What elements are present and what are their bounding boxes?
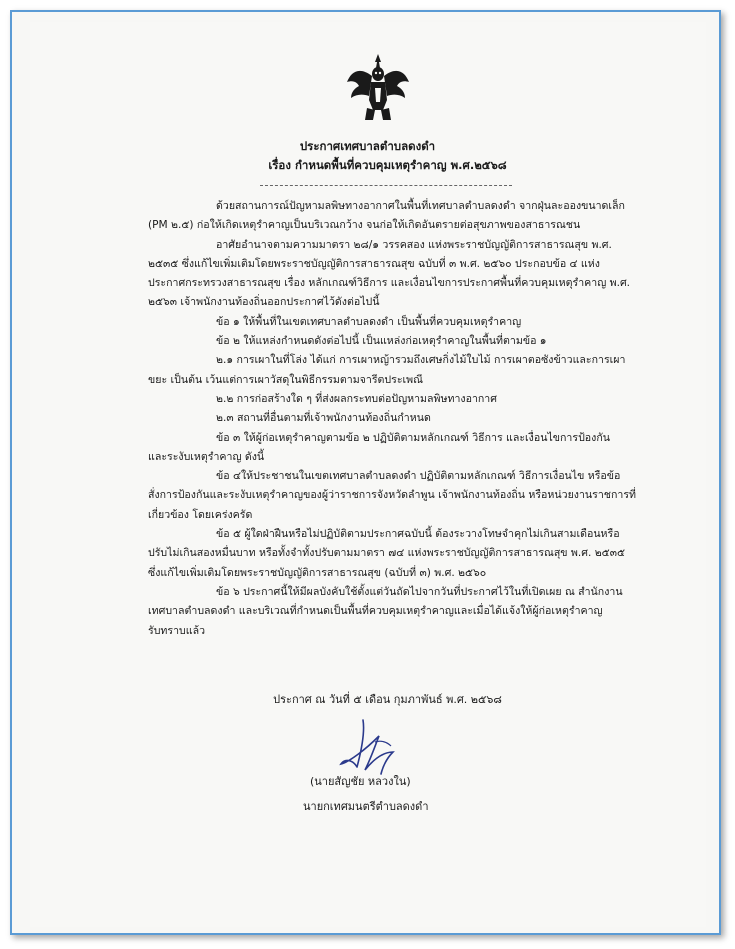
body-line: ด้วยสถานการณ์ปัญหามลพิษทางอากาศในพื้นที่เทศบาลตำบลดงดำ จากฝุ่นละอองขนาดเล็ก xyxy=(216,200,625,212)
body-line: เกี่ยวข้อง โดยเคร่งครัด xyxy=(148,508,253,521)
announcement-title: ประกาศเทศบาลตำบลดงดำ xyxy=(299,139,436,153)
garuda-emblem xyxy=(345,52,411,122)
signer-name: (นายสัญชัย หลวงใน) xyxy=(310,775,411,788)
announcement-body xyxy=(148,197,642,641)
body-line: ๒๕๖๓ เจ้าพนักงานท้องถิ่นออกประกาศไว้ดังต่อไปนี้ xyxy=(148,296,380,309)
body-line: ๒.๓ สถานที่อื่นตามที่เจ้าพนักงานท้องถิ่นกำหนด xyxy=(216,412,431,425)
announcement-subject: เรื่อง กำหนดพื้นที่ควบคุมเหตุรำคาญ พ.ศ.๒๕๖๘ xyxy=(268,158,507,172)
body-line: และระงับเหตุรำคาญ ดังนี้ xyxy=(148,450,265,463)
body-line: ๒.๑ การเผาในที่โล่ง ได้แก่ การเผาหญ้ารวมถึงเศษกิ่งไม้ใบไม้ การเผาตอซังข้าวและการเผา xyxy=(216,354,626,367)
body-line: อาศัยอำนาจตามความมาตรา ๒๘/๑ วรรคสอง แห่งพระราชบัญญัติการสาธารณสุข พ.ศ. xyxy=(216,238,612,251)
body-line: รับทราบแล้ว xyxy=(148,624,206,637)
body-line: ปรับไม่เกินสองหมื่นบาท หรือทั้งจำทั้งปรับตามมาตรา ๗๔ แห่งพระราชบัญญัติการสาธารณสุข พ.ศ. ๒๕๓๕ xyxy=(148,547,625,560)
body-line: (PM ๒.๕) ก่อให้เกิดเหตุรำคาญเป็นบริเวณกว้าง จนก่อให้เกิดอันตรายต่อสุขภาพของสาธารณชน xyxy=(148,219,581,232)
body-line: ขยะ เป็นต้น เว้นแต่การเผาวัสดุในพิธีกรรมตามจารีตประเพณี xyxy=(148,373,423,386)
body-line: ข้อ ๒ ให้แหล่งกำหนดดังต่อไปนี้ เป็นแหล่งก่อเหตุรำคาญในพื้นที่ตามข้อ ๑ xyxy=(216,335,547,348)
body-line: ข้อ ๖ ประกาศนี้ให้มีผลบังคับใช้ตั้งแต่วันถัดไปจากวันที่ประกาศไว้ในที่เปิดเผย ณ สำนักงาน xyxy=(216,585,623,598)
announcement-date: ประกาศ ณ วันที่ ๕ เดือน กุมภาพันธ์ พ.ศ. ๒๕๖๘ xyxy=(273,693,502,706)
body-line: ซึ่งแก้ไขเพิ่มเติมโดยพระราชบัญญัติการสาธารณสุข (ฉบับที่ ๓) พ.ศ. ๒๕๖๐ xyxy=(148,566,487,579)
body-line: ประกาศกระทรวงสาธารณสุข เรื่อง หลักเกณฑ์วิธีการ และเงื่อนไขการประกาศพื้นที่ควบคุมเหตุรำคาญ พ.ศ. xyxy=(148,277,631,290)
body-line: ๒๕๓๕ ซึ่งแก้ไขเพิ่มเติมโดยพระราชบัญญัติการสาธารณสุข ฉบับที่ ๓ พ.ศ. ๒๕๖๐ ประกอบข้อ ๔ แห่ง xyxy=(148,257,600,270)
body-line: ข้อ ๔ให้ประชาชนในเขตเทศบาลตำบลดงดำ ปฏิบัติตามหลักเกณฑ์ วิธีการเงื่อนไข หรือข้อ xyxy=(216,470,621,483)
body-line: เทศบาลตำบลดงดำ และบริเวณที่กำหนดเป็นพื้นที่ควบคุมเหตุรำคาญและเมื่อได้แจ้งให้ผู้ก่อเหตุรำคาญ xyxy=(148,605,603,618)
signer-title: นายกเทศมนตรีตำบลดงดำ xyxy=(303,800,429,813)
body-line: ๒.๒ การก่อสร้างใด ๆ ที่ส่งผลกระทบต่อปัญหามลพิษทางอากาศ xyxy=(216,392,497,405)
body-line: ข้อ ๑ ให้พื้นที่ในเขตเทศบาลตำบลดงดำ เป็นพื้นที่ควบคุมเหตุรำคาญ xyxy=(216,315,522,328)
body-line: ข้อ ๕ ผู้ใดฝ่าฝืนหรือไม่ปฏิบัติตามประกาศฉบับนี้ ต้องระวางโทษจำคุกไม่เกินสามเดือนหรือ xyxy=(216,528,620,541)
body-line: ข้อ ๓ ให้ผู้ก่อเหตุรำคาญตามข้อ ๒ ปฏิบัติตามหลักเกณฑ์ วิธีการ และเงื่อนไขการป้องกัน xyxy=(216,431,610,444)
title-divider xyxy=(260,185,512,186)
body-line: สั่งการป้องกันและระงับเหตุรำคาญของผู้ว่าราชการจังหวัดลำพูน เจ้าพนักงานท้องถิ่น หรือหน่วยงานราชการที่ xyxy=(148,489,637,502)
